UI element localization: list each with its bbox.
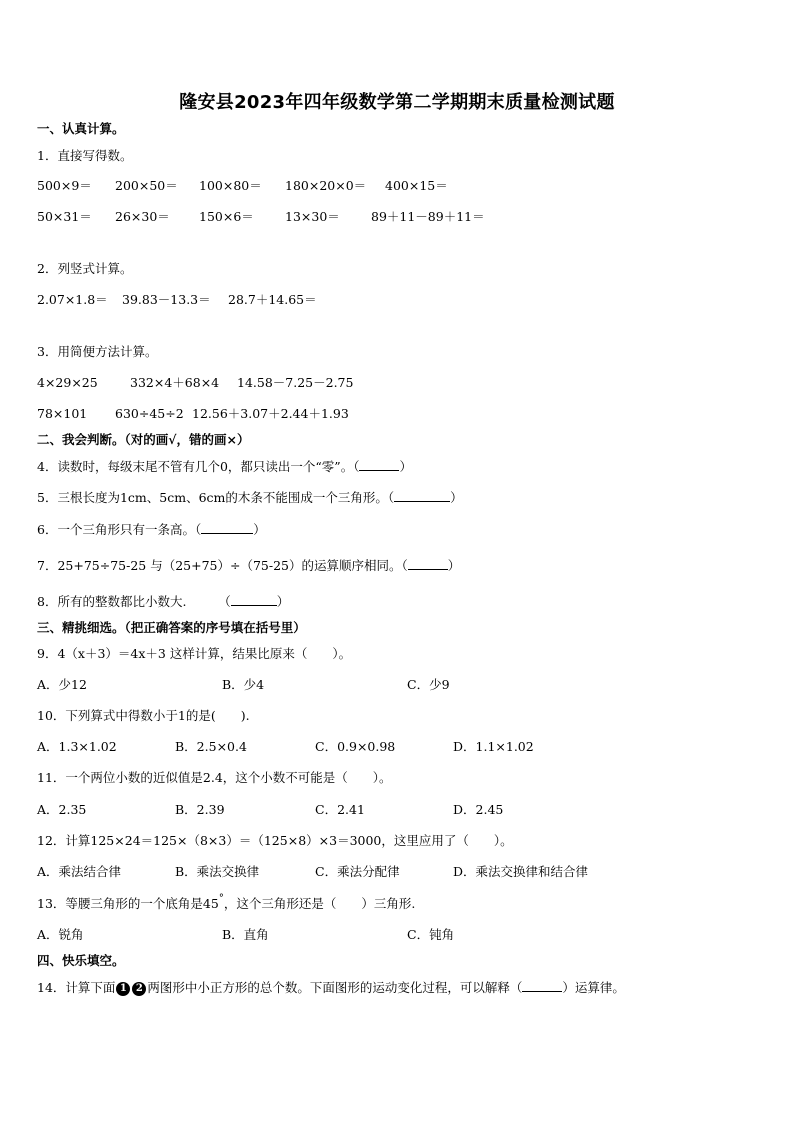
section-2-heading: 二、我会判断。（对的画√，错的画×） xyxy=(37,432,250,447)
q3-item: 78×101 xyxy=(37,406,88,421)
section-4-heading: 四、快乐填空。 xyxy=(37,953,125,968)
q13-option[interactable]: A．锐角 xyxy=(37,927,84,942)
q9-stem: 9．4（x＋3）＝4x＋3 这样计算，结果比原来（ ）。 xyxy=(37,646,352,661)
q10-option[interactable]: C．0.9×0.98 xyxy=(315,739,396,754)
q1-item: 180×20×0＝ xyxy=(285,178,367,193)
q11-option[interactable]: C．2.41 xyxy=(315,802,365,817)
answer-blank[interactable] xyxy=(359,458,399,471)
q2-item: 2.07×1.8＝ xyxy=(37,292,108,307)
q1-item: 89＋11－89＋11＝ xyxy=(371,209,485,224)
q12-option[interactable]: A．乘法结合律 xyxy=(37,864,122,879)
q12-option[interactable]: C．乘法分配律 xyxy=(315,864,400,879)
page-title: 隆安县2023年四年级数学第二学期期末质量检测试题 xyxy=(179,92,615,113)
q12-option[interactable]: D．乘法交换律和结合律 xyxy=(453,864,589,879)
q2-item: 39.83－13.3＝ xyxy=(122,292,211,307)
q1-item: 50×31＝ xyxy=(37,209,92,224)
answer-blank[interactable] xyxy=(231,593,277,606)
q11-option[interactable]: A．2.35 xyxy=(37,802,87,817)
q3-item: 332×4＋68×4 xyxy=(130,375,220,390)
q9-option[interactable]: A．少12 xyxy=(37,677,87,692)
circled-number-icon: 1 xyxy=(116,982,130,996)
q12-stem: 12．计算125×24＝125×（8×3）＝（125×8）×3＝3000，这里应用了（ ）。 xyxy=(37,833,513,848)
answer-blank[interactable] xyxy=(394,489,450,502)
q1-item: 100×80＝ xyxy=(199,178,262,193)
q10-option[interactable]: B．2.5×0.4 xyxy=(175,739,247,754)
q10-stem: 10．下列算式中得数小于1的是( ). xyxy=(37,708,250,723)
q10-option[interactable]: D．1.1×1.02 xyxy=(453,739,534,754)
q9-option[interactable]: B．少4 xyxy=(222,677,265,692)
q11-option[interactable]: D．2.45 xyxy=(453,802,504,817)
q1-item: 400×15＝ xyxy=(385,178,448,193)
q1-item: 150×6＝ xyxy=(199,209,254,224)
section-3-heading: 三、精挑细选。（把正确答案的序号填在括号里） xyxy=(37,620,306,635)
q11-option[interactable]: B．2.39 xyxy=(175,802,225,817)
q13-stem: 13．等腰三角形的一个底角是45°，这个三角形还是（ ）三角形. xyxy=(37,893,416,911)
q8: 8．所有的整数都比小数大. （ ） xyxy=(37,594,290,609)
q3-item: 630÷45÷2 xyxy=(115,406,184,421)
q6: 6．一个三角形只有一条高。（ ） xyxy=(37,522,266,537)
answer-blank[interactable] xyxy=(522,979,562,992)
q3-item: 14.58－7.25－2.75 xyxy=(237,375,354,390)
q11-stem: 11．一个两位小数的近似值是2.4，这个小数不可能是（ ）。 xyxy=(37,770,392,785)
q1-item: 13×30＝ xyxy=(285,209,340,224)
q13-option[interactable]: B．直角 xyxy=(222,927,269,942)
q1-label: 1．直接写得数。 xyxy=(37,148,133,163)
q10-option[interactable]: A．1.3×1.02 xyxy=(37,739,117,754)
q2-label: 2．列竖式计算。 xyxy=(37,261,133,276)
q1-item: 200×50＝ xyxy=(115,178,178,193)
q4: 4．读数时，每级末尾不管有几个0，都只读出一个“零”。（ ） xyxy=(37,459,412,474)
q1-item: 500×9＝ xyxy=(37,178,92,193)
q2-item: 28.7＋14.65＝ xyxy=(228,292,317,307)
q14-stem: 14．计算下面 1 2 两图形中小正方形的总个数。下面图形的运动变化过程，可以解释（ ）运算律。 xyxy=(37,980,625,995)
q3-item: 12.56＋3.07＋2.44＋1.93 xyxy=(192,406,349,421)
q3-label: 3．用简便方法计算。 xyxy=(37,344,158,359)
answer-blank[interactable] xyxy=(201,521,253,534)
q12-option[interactable]: B．乘法交换律 xyxy=(175,864,260,879)
q13-option[interactable]: C．钝角 xyxy=(407,927,455,942)
q7: 7．25+75÷75-25 与（25+75）÷（75-25）的运算顺序相同。（ ） xyxy=(37,558,461,573)
q9-option[interactable]: C．少9 xyxy=(407,677,450,692)
section-1-heading: 一、认真计算。 xyxy=(37,121,125,136)
circled-number-icon: 2 xyxy=(132,982,146,996)
q5: 5．三根长度为1cm、5cm、6cm的木条不能围成一个三角形。（ ） xyxy=(37,490,463,505)
answer-blank[interactable] xyxy=(408,557,448,570)
q1-item: 26×30＝ xyxy=(115,209,170,224)
q3-item: 4×29×25 xyxy=(37,375,98,390)
